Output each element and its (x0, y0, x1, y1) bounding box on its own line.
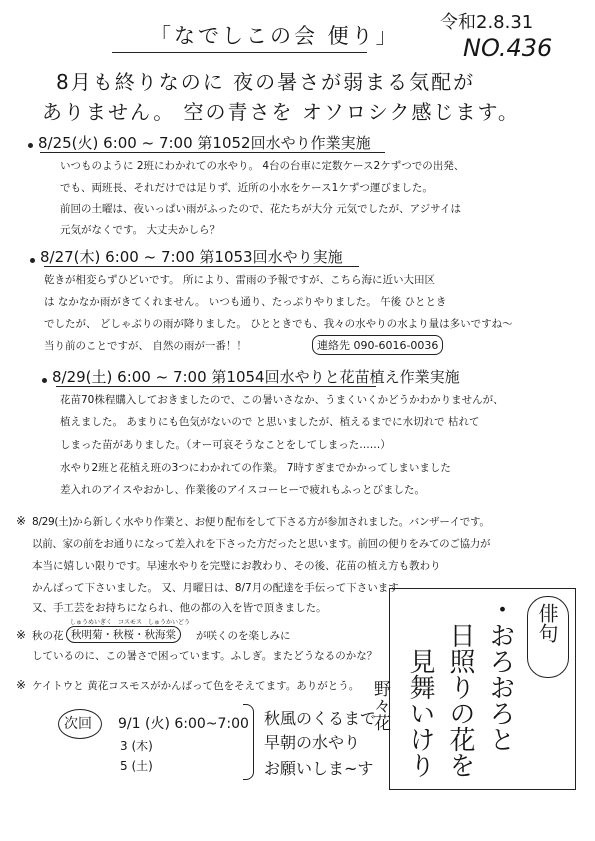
issue-number: NO.436 (463, 34, 553, 62)
section-2-line: でしたが、 どしゃぶりの雨が降りました。 ひとときでも、我々の水やりの水より量は多いですね～ (44, 318, 513, 330)
next-date: 9/1 (火) 6:00~7:00 (118, 716, 249, 732)
autumn-flowers-prefix: 秋の花 (32, 630, 64, 642)
section-2-line: 当り前のことですが、 自然の雨が一番！！ (44, 340, 247, 352)
note-3-text: ケイトウと 黄花コスモスがかんばって色をそえてます。ありがとう。 (32, 680, 360, 692)
haiku-line: 見舞いけり (405, 648, 435, 778)
haiku-badge-label: 俳句 (535, 603, 559, 643)
autumn-flowers-text: が咲くのを楽しみに (196, 630, 291, 642)
section-3-line: 差入れのアイスやおかし、作業後のアイスコーヒーで疲れもふっとびました。 (60, 484, 425, 496)
section-1-line: 元気がなくです。 大丈夫かしら？ (60, 224, 220, 236)
note-1-line: 本当に嬉しい限りです。早速水やりを完璧にお教わり、その後、花苗の植え方も教わり (32, 560, 441, 572)
section-2-heading: 8/27(木) 6:00 ~ 7:00 第1053回水やり実施 (40, 248, 343, 266)
note-bullet-icon: ※ (16, 678, 27, 692)
next-date: 3 (木) (120, 739, 153, 753)
haiku-line: 日照りの花を (445, 622, 475, 778)
intro-line-1: 8月も終りなのに 夜の暑さが弱まる気配が (56, 70, 476, 94)
note-1-line: 8/29(土)から新しく水やり作業と、お便り配布をして下さる方が参加されました。バンザーイです。 (32, 516, 490, 528)
newsletter-title: 「なでしこの会 便り」 (150, 24, 400, 48)
section-3-line: しまった苗がありました。（オー可哀そうなことをしてしまった……） (60, 439, 391, 451)
next-date: 5 (土) (120, 759, 153, 773)
issue-date: 令和2.8.31 (440, 12, 534, 33)
section-1-underline (40, 152, 385, 153)
section-3-heading: 8/29(土) 6:00 ~ 7:00 第1054回水やりと花苗植え作業実施 (52, 368, 460, 386)
intro-line-2: ありません。 空の青さを オソロシク感じます。 (42, 100, 520, 124)
section-2-line: 乾きが相変らずひどいです。 所により、雷雨の予報ですが、こちら海に近い大田区 (44, 274, 435, 286)
section-bullet (42, 378, 47, 383)
next-message-line: 早朝の水やり (264, 733, 361, 752)
section-3-line: 水やり2班と花植え班の3つにわかれての作業。 7時すぎまでかかってしまいました (60, 462, 451, 474)
flowers-ruby: しゅうめいぎく コスモス しゅうかいどう (70, 619, 191, 626)
section-2-underline (44, 266, 359, 267)
autumn-flowers-names: 秋明菊・秋桜・秋海棠 (66, 626, 181, 643)
title-underline (112, 52, 367, 53)
section-1-heading: 8/25(火) 6:00 ~ 7:00 第1052回水やり作業実施 (38, 134, 371, 152)
next-message-line: 秋風のくるまで (264, 709, 377, 728)
haiku-line: ・おろおろと (485, 596, 515, 752)
autumn-flowers-line-2: しているのに、この暑さで困っています。ふしぎ。またどうなるのかな？ (32, 650, 378, 662)
note-bullet-icon: ※ (16, 628, 27, 642)
note-bullet-icon: ※ (16, 514, 27, 528)
section-1-line: いつものように 2班にわかれての水やり。 4台の台車に定数ケース2ケずつでの出発、 (60, 160, 465, 172)
section-3-line: 花苗70株程購入しておきましたので、この暑いさなか、うまくいくかどうかわかりませんが、 (60, 394, 504, 406)
haiku-author: 野々花 (370, 680, 390, 731)
note-1-line: かんばって下さいました。 又、月曜日は、8/7月の配達を手伝って下さいます (32, 582, 399, 594)
section-1-line: 前回の土曜は、夜いっぱい雨がふったので、花たちが大分 元気でしたが、アジサイは (60, 203, 461, 215)
schedule-bracket (243, 704, 254, 780)
section-bullet (28, 143, 33, 148)
contact-phone: 連絡先 090-6016-0036 (312, 335, 443, 355)
section-3-underline (56, 386, 376, 387)
section-1-line: でも、両班長、それだけでは足りず、近所の小水をケース1ケずつ運びました。 (60, 182, 433, 194)
next-message-line: お願いしま~す (264, 759, 374, 778)
section-bullet (30, 258, 35, 263)
section-2-line: は なかなか雨がきてくれません。 いつも通り、たっぷりやりました。 午後 ひととき (44, 296, 447, 308)
next-session-label: 次回 (64, 716, 92, 732)
note-1-line: 又、手工芸をお持ちになられ、他の都の入を皆で頂きました。 (32, 602, 327, 614)
note-1-line: 以前、家の前をお通りになって差入れを下さった方だったと思います。前回の便りをみてのご協力が (32, 538, 491, 550)
section-3-line: 植えました。 あまりにも色気がないので と思いましたが、植えるまでに水切れで 枯れて (60, 416, 480, 428)
